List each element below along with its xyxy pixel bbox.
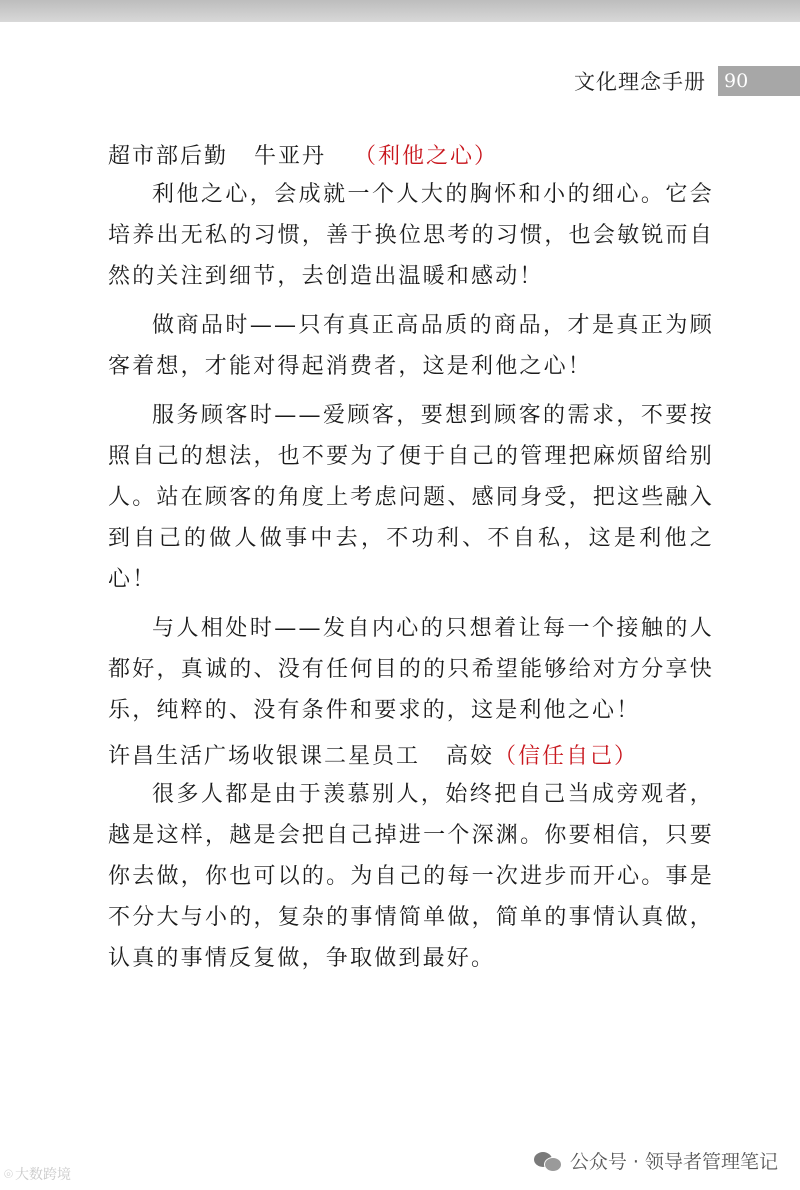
wechat-icon xyxy=(534,1150,562,1172)
article-section-1 xyxy=(108,140,714,731)
section-theme: （利他之心） xyxy=(354,144,499,169)
account-name: 公众号 · 领导者管理笔记 xyxy=(569,1151,778,1173)
watermark-logo-icon: ⌾ xyxy=(4,1165,14,1183)
account-credit xyxy=(534,1147,778,1174)
paragraph: 服务顾客时——爱顾客，要想到顾客的需求，不要按照自己的想法，也不要为了便于自己的管理把麻烦留给别人。站在顾客的角度上考虑问题、感同身受，把这些融入到自己的做人做事中去，不功利、不自私，这是利他之心！ xyxy=(108,403,714,592)
top-bar xyxy=(0,0,800,22)
section-theme: （信任自己） xyxy=(494,744,639,769)
author-department: 许昌生活广场收银课二星员工 xyxy=(108,744,421,769)
watermark xyxy=(4,1164,71,1184)
watermark-text: 大数跨境 xyxy=(15,1167,72,1183)
paragraph: 利他之心，会成就一个人大的胸怀和小的细心。它会培养出无私的习惯，善于换位思考的习惯，也会敏锐而自然的关注到细节，去创造出温暖和感动！ xyxy=(108,182,714,289)
paragraph: 做商品时——只有真正高品质的商品，才是真正为顾客着想，才能对得起消费者，这是利他之心！ xyxy=(108,313,714,379)
book-title: 文化理念手册 xyxy=(574,70,706,94)
section-heading xyxy=(108,740,714,774)
page-number: 90 xyxy=(714,66,800,96)
page-header xyxy=(574,64,800,98)
paragraph: 与人相处时——发自内心的只想着让每一个接触的人都好，真诚的、没有任何目的的只希望能够给对方分享快乐，纯粹的、没有条件和要求的，这是利他之心！ xyxy=(108,616,714,723)
article-section-2 xyxy=(108,740,714,979)
paragraph: 很多人都是由于羡慕别人，始终把自己当成旁观者，越是这样，越是会把自己掉进一个深渊。你要相信，只要你去做，你也可以的。为自己的每一次进步而开心。事是不分大与小的，复杂的事情简单做，简单的事情认真做，认真的事情反复做，争取做到最好。 xyxy=(108,782,714,971)
section-heading xyxy=(108,140,714,174)
author-name: 牛亚丹 xyxy=(254,144,327,169)
author-department: 超市部后勤 xyxy=(108,144,229,169)
author-name: 高姣 xyxy=(446,744,495,769)
